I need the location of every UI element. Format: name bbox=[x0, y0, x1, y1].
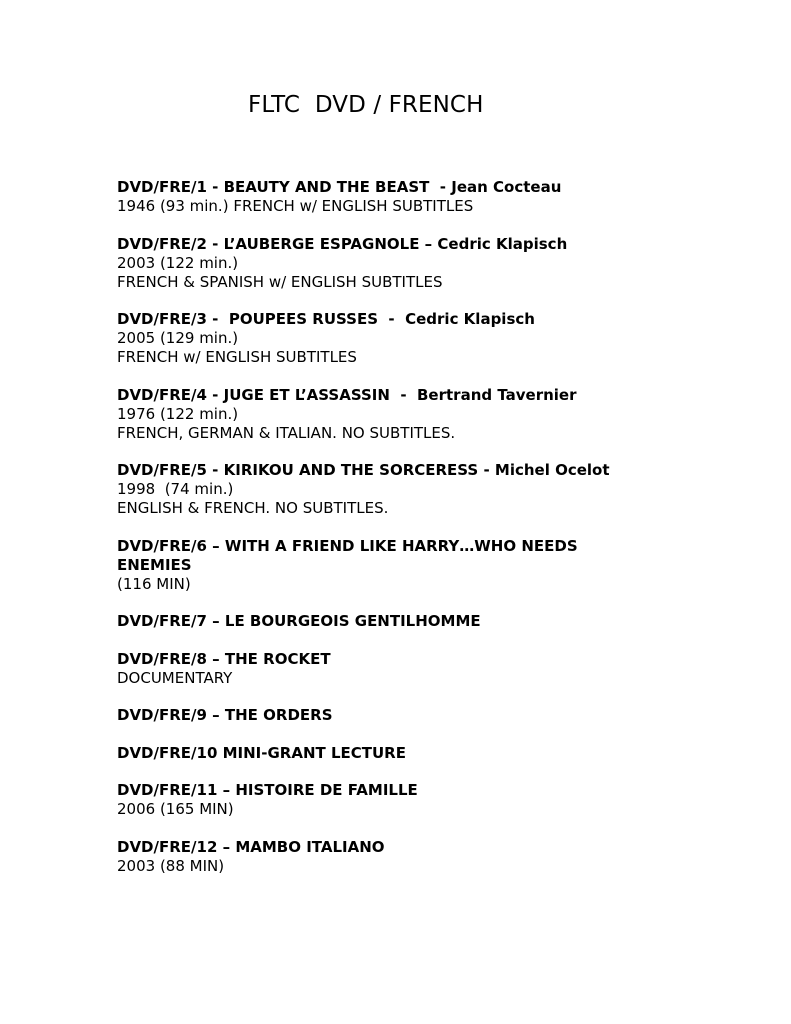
dvd-entry-detail: 2003 (122 min.) bbox=[117, 253, 239, 272]
dvd-entry-title: DVD/FRE/12 – MAMBO ITALIANO bbox=[117, 837, 385, 856]
dvd-entry-title: DVD/FRE/5 - KIRIKOU AND THE SORCERESS - Michel Ocelot bbox=[117, 461, 610, 479]
dvd-entry-detail: FRENCH, GERMAN & ITALIAN. NO SUBTITLES. bbox=[117, 423, 456, 442]
dvd-entry-detail: (116 MIN) bbox=[117, 574, 191, 593]
dvd-entry-detail: ENGLISH & FRENCH. NO SUBTITLES. bbox=[117, 499, 389, 517]
dvd-entry bbox=[117, 744, 677, 763]
dvd-entry-title: DVD/FRE/11 – HISTOIRE DE FAMILLE bbox=[117, 781, 418, 799]
dvd-entry-title: DVD/FRE/6 – WITH A FRIEND LIKE HARRY…WHO NEEDS ENEMIES bbox=[117, 536, 583, 574]
dvd-entry-detail: 2006 (165 MIN) bbox=[117, 800, 234, 818]
dvd-entry-detail: FRENCH w/ ENGLISH SUBTITLES bbox=[117, 348, 357, 366]
dvd-entry bbox=[117, 310, 677, 367]
dvd-entry bbox=[117, 706, 677, 725]
dvd-entry bbox=[117, 612, 677, 631]
dvd-list bbox=[117, 178, 677, 894]
page-title: FLTC DVD / FRENCH bbox=[248, 92, 484, 118]
dvd-entry-title: DVD/FRE/3 - POUPEES RUSSES - Cedric Klapisch bbox=[117, 310, 535, 328]
dvd-entry-detail: 1998 (74 min.) bbox=[117, 480, 234, 498]
dvd-entry-title: DVD/FRE/7 – LE BOURGEOIS GENTILHOMME bbox=[117, 612, 481, 630]
dvd-entry-detail: 2003 (88 MIN) bbox=[117, 856, 225, 875]
dvd-entry-detail: DOCUMENTARY bbox=[117, 668, 233, 687]
dvd-entry-title: DVD/FRE/9 – THE ORDERS bbox=[117, 706, 333, 724]
dvd-entry bbox=[117, 650, 677, 688]
dvd-entry-detail: FRENCH & SPANISH w/ ENGLISH SUBTITLES bbox=[117, 272, 443, 291]
dvd-entry bbox=[117, 838, 677, 876]
dvd-entry bbox=[117, 386, 677, 443]
dvd-entry-title: DVD/FRE/10 MINI-GRANT LECTURE bbox=[117, 743, 406, 762]
dvd-entry bbox=[117, 461, 677, 518]
dvd-entry-title: DVD/FRE/2 - L’AUBERGE ESPAGNOLE – Cedric Klapisch bbox=[117, 234, 568, 253]
dvd-entry bbox=[117, 781, 677, 819]
dvd-entry bbox=[117, 235, 677, 292]
dvd-entry bbox=[117, 537, 677, 594]
dvd-entry bbox=[117, 178, 677, 216]
dvd-entry-title: DVD/FRE/8 – THE ROCKET bbox=[117, 649, 331, 668]
dvd-entry-detail: 1946 (93 min.) FRENCH w/ ENGLISH SUBTITLES bbox=[117, 197, 474, 215]
dvd-entry-title: DVD/FRE/1 - BEAUTY AND THE BEAST - Jean Cocteau bbox=[117, 178, 562, 196]
dvd-entry-detail: 2005 (129 min.) bbox=[117, 329, 239, 347]
dvd-entry-detail: 1976 (122 min.) bbox=[117, 404, 239, 423]
dvd-entry-title: DVD/FRE/4 - JUGE ET L’ASSASSIN - Bertrand Tavernier bbox=[117, 385, 577, 404]
